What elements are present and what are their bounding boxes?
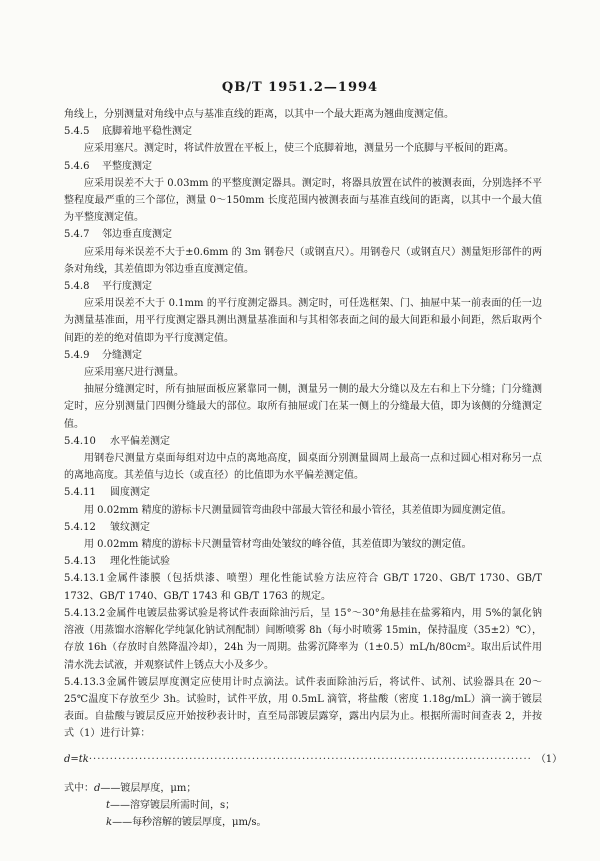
formula-expression: d=tk [64,753,89,765]
subsection-number: 5.4.13.2 [64,607,106,619]
section-number: 5.4.12 [64,521,96,533]
subsection-paragraph [64,570,542,604]
where-description: ——镀层厚度，μm； [100,782,197,794]
page-header: QB/T 1951.2—1994 [221,80,379,95]
where-row-k [64,814,542,831]
section-title: 分缝测定 [102,349,142,361]
section-paragraph: 用钢卷尺测量方桌面每组对边中点的离地高度，圆桌面分别测量圆周上最高一点和过圆心相对称另一点的离地高度。其差值与边长（或直径）的比值即为水平偏差测定值。 [64,453,542,482]
where-row-t [64,797,542,814]
subsection-text: 金属件漆膜（包括烘漆、喷塑）理化性能试验方法应符合 GB/T 1720、GB/T 1730、GB/T 1732、GB/T 1740、GB/T 1743 和 GB/T 1763 的规定。 [64,573,542,602]
section-paragraph: 应采用每米误差不大于±0.6mm 的 3m 钢卷尺（或钢直尺）。用钢卷尺（或钢直尺）测量矩形部件的两条对角线，其差值即为邻边垂直度测定值。 [64,246,542,275]
formula-leader-dots: ·········································································································· [88,753,532,765]
section-heading [64,433,542,450]
section-heading [64,553,542,570]
section-title: 皱纹测定 [110,521,150,533]
section-number: 5.4.7 [64,229,90,241]
subsection-number: 5.4.13.3 [64,676,106,688]
section-heading [64,226,542,243]
where-symbol: t [106,799,111,811]
section-title: 平整度测定 [102,160,152,172]
section-number: 5.4.10 [64,435,96,447]
section-number: 5.4.11 [64,487,96,499]
sections-list [64,123,542,570]
section-heading [64,347,542,364]
formula-number: （1） [535,753,563,765]
section-heading [64,519,542,536]
where-description: ——溶穿镀层所需时间，s； [110,799,236,811]
section-paragraph: 应采用塞尺。测定时，将试件放置在平板上，使三个底脚着地，测量另一个底脚与平板间的距离。 [84,143,514,155]
section-paragraph: 应采用误差不大于 0.1mm 的平行度测定器具。测定时，可任选框架、门、抽屉中某一前表面的任一边为测量基准面，用平行度测定器具测出测量基准面和与其相邻表面之间的最大间距和最小间距，然后取两个间距的差的绝对值即为平行度测定值。 [64,298,542,344]
document-body [64,106,563,831]
section-title: 底脚着地平稳性测定 [102,126,192,138]
formula-line [64,751,563,768]
subsections-list [64,570,542,742]
where-lead: 式中： [64,782,94,794]
where-clause [64,780,542,832]
where-description: ——每秒溶解的镀层厚度，μm/s。 [112,817,267,829]
section-paragraph: 用 0.02mm 精度的游标卡尺测量管材弯曲处皱纹的峰谷值，其差值即为皱纹的测定值。 [84,539,472,551]
where-symbol: k [106,817,113,829]
section-title: 理化性能试验 [110,556,170,568]
subsection-number: 5.4.13.1 [64,573,106,585]
section-heading [64,123,542,140]
section-heading [64,278,542,295]
section-paragraph: 用 0.02mm 精度的游标卡尺测量圆管弯曲段中部最大管径和最小管径，其差值即为圆度测定值。 [84,504,512,516]
subsection-text: 金属件镀层厚度测定应使用计时点滴法。试件表面除油污后，将试件、试剂、试验器具在 20～25℃温度下存放至少 3h。试验时，试件平放，用 0.5mL 滴管，将盐酸（密度 1.18g/mL）滴一滴于镀层表面。自盐酸与镀层反应开始按秒表计时，直至局部镀层露穿，露出内层为止。根据所需时间查表 2，并按式（1）进行计算： [64,676,542,740]
section-number: 5.4.9 [64,349,90,361]
section-title: 圆度测定 [110,487,150,499]
subsection-text: 金属件电镀层盐雾试验是将试件表面除油污后，呈 15°～30°角悬挂在盐雾箱内，用 5%的氯化钠溶液（用蒸馏水溶解化学纯氯化钠试剂配制）间断喷雾 8h（每小时喷雾 15min，保持温度（35±2）℃），存放 16h（存放时自然降温冷却），24h 为一周期。盐雾沉降率为（1±0.5）mL/h/80cm²。取出后试件用清水洗去试液，并观察试件上锈点大小及多少。 [64,607,542,671]
intro-paragraph: 角线上，分别测量对角线中点与基准直线的距离，以其中一个最大距离为翘曲度测定值。 [64,109,454,120]
section-title: 平行度测定 [102,281,152,293]
where-symbol: d [94,782,101,794]
section-number: 5.4.6 [64,160,90,172]
section-title: 水平偏差测定 [110,435,170,447]
section-number: 5.4.8 [64,281,90,293]
subsection-paragraph [64,605,542,674]
section-number: 5.4.5 [64,126,90,138]
section-heading [64,158,542,175]
section-heading [64,484,542,501]
section-title: 邻边垂直度测定 [102,229,172,241]
where-row-d [64,780,542,797]
section-number: 5.4.13 [64,556,96,568]
section-paragraph: 应采用误差不大于 0.03mm 的平整度测定器具。测定时，将器具放置在试件的被测表面，分别选择不平整程度最严重的三个部位，测量 0～150mm 长度范围内被测表面与基准直线间的距离，以其中一个最大值为平整度测定值。 [64,177,542,224]
section-paragraph: 抽屉分缝测定时，所有抽屉面板应紧靠同一侧，测量另一侧的最大分缝以及左右和上下分缝；门分缝测定时，应分别测量门四侧分缝最大的部位。取所有抽屉或门在某一侧上的分缝最大值，即为该侧的分缝测定值。 [64,384,542,430]
subsection-paragraph [64,674,542,743]
section-paragraph: 应采用塞尺进行测量。 [84,367,184,379]
